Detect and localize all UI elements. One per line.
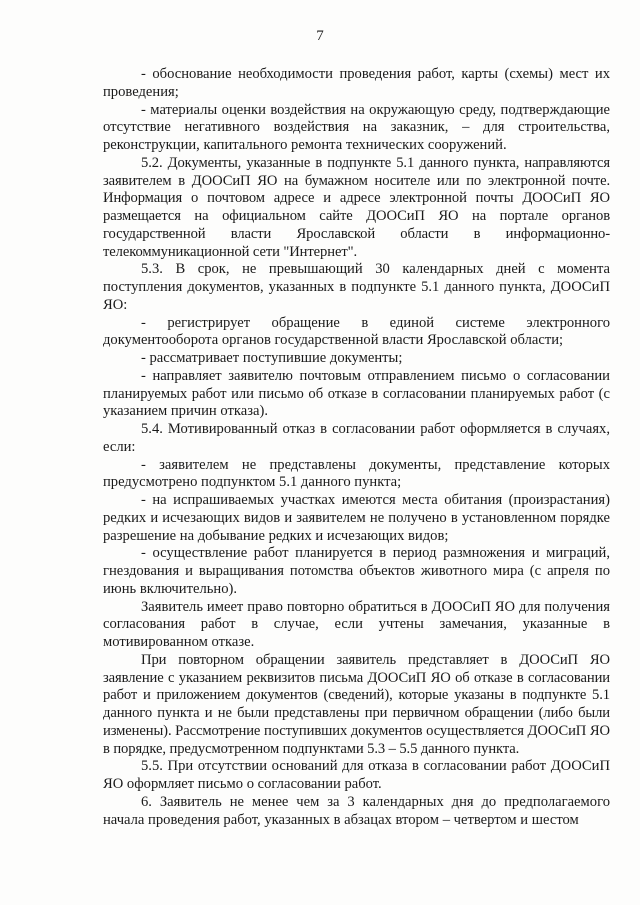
document-body [103, 66, 610, 829]
paragraph-5-3: 5.3. В срок, не превышающий 30 календарных дней с момента поступления документов, указанных в подпункте 5.1 данного пункта, ДООСиП ЯО: [103, 261, 610, 313]
paragraph-reapply-right: Заявитель имеет право повторно обратиться в ДООСиП ЯО для получения согласования работ в случае, если учтены замечания, указанные в мотивированном отказе. [103, 598, 610, 650]
paragraph-missing-documents-bullet: - заявителем не представлены документы, представление которых предусмотрено подпунктом 5.1 данного пункта; [103, 456, 610, 491]
paragraph-5-4: 5.4. Мотивированный отказ в согласовании работ оформляется в случаях, если: [103, 421, 610, 455]
paragraph-breeding-period-bullet: - осуществление работ планируется в период размножения и миграций, гнездования и выращивания потомства объектов животного мира (с апреля по июнь включительно). [103, 545, 610, 597]
paragraph-review-bullet: - рассматривает поступившие документы; [141, 350, 403, 366]
paragraph-rare-species-bullet: - на испрашиваемых участках имеются места обитания (произрастания) редких и исчезающих видов и заявителем не получено в установленном порядке разрешение на добывание редких и исчезающих видов; [103, 492, 610, 544]
paragraph-justification-bullet: - обоснование необходимости проведения работ, карты (схемы) мест их проведения; [103, 66, 610, 100]
paragraph-repeat-application: При повторном обращении заявитель представляет в ДООСиП ЯО заявление с указанием реквизитов письма ДООСиП ЯО об отказе в согласовании работ и приложением документов (сведений), которые указаны в подпункте 5.1 данного пункта и не были представлены при первичном обращении (либо были изменены). Рассмотрение поступивших документов осуществляется ДООСиП ЯО в порядке, предусмотренном подпунктами 5.3 – 5.5 данного пункта. [103, 651, 610, 757]
paragraph-send-letter-bullet: - направляет заявителю почтовым отправлением письмо о согласовании планируемых работ или письмо об отказе в согласовании планируемых работ (с указанием причин отказа). [103, 367, 610, 420]
paragraph-register-bullet: - регистрирует обращение в единой системе электронного документооборота органов государственной власти Ярославской области; [103, 314, 610, 349]
paragraph-5-2: 5.2. Документы, указанные в подпункте 5.1 данного пункта, направляются заявителем в ДООСиП ЯО на бумажном носителе или по электронной почте. Информация о почтовом адресе и адресе электронной почты ДООСиП ЯО размещается на официальном сайте ДООСиП ЯО на портале органов государственной власти Ярославской области в информационно-телекоммуникационной сети "Интернет". [103, 154, 610, 260]
page-bottom-margin [0, 865, 640, 905]
page-number: 7 [316, 28, 324, 44]
paragraph-6: 6. Заявитель не менее чем за 3 календарных дня до предполагаемого начала проведения работ, указанных в абзацах втором – четвертом и шестом [103, 793, 610, 828]
paragraph-5-5: 5.5. При отсутствии оснований для отказа в согласовании работ ДООСиП ЯО оформляет письмо о согласовании работ. [103, 758, 610, 792]
paragraph-impact-assessment-bullet: - материалы оценки воздействия на окружающую среду, подтверждающие отсутствие негативного воздействия на заказник, – для строительства, реконструкции, капитального ремонта технических сооружений. [103, 101, 610, 153]
